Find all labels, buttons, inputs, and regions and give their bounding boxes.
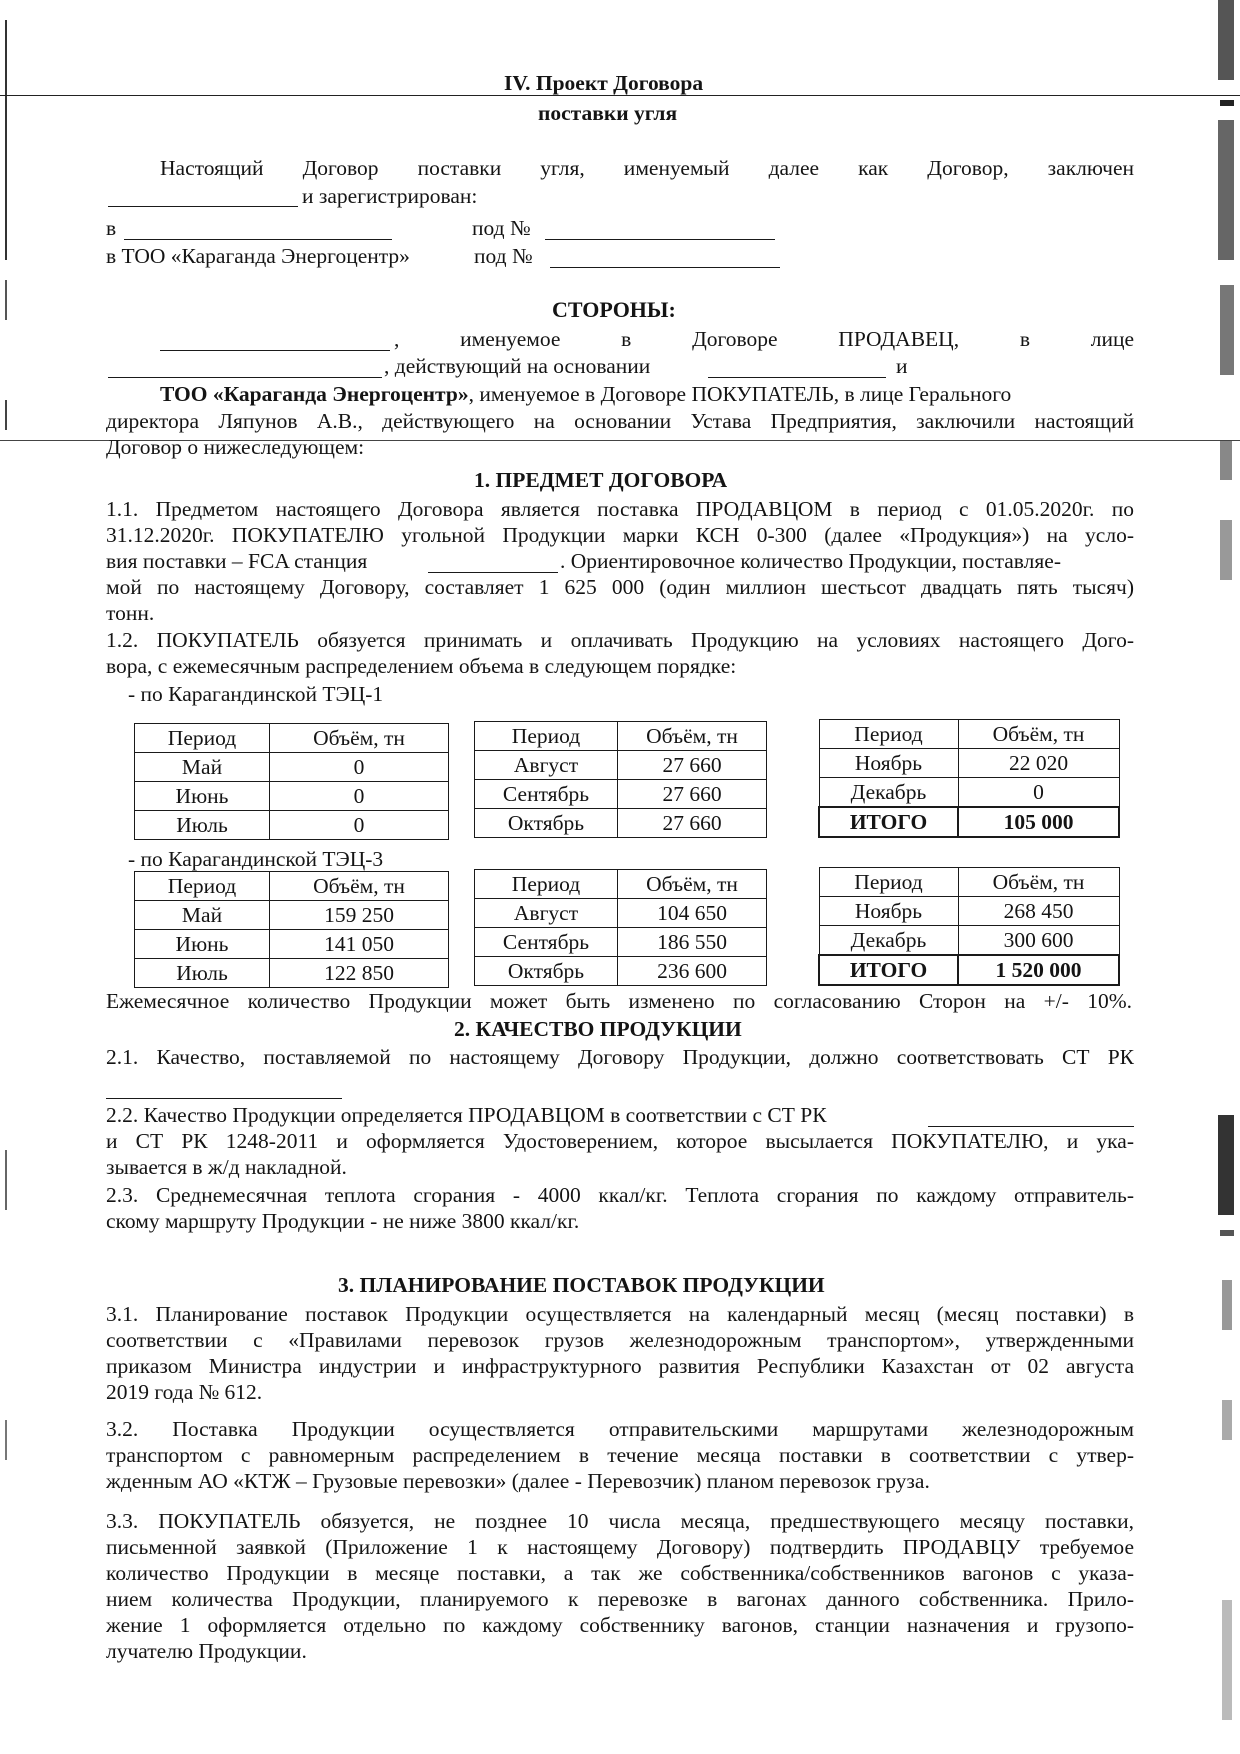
period-cell: Июль	[135, 811, 270, 840]
blank-seller-name	[160, 350, 390, 351]
volume-cell: 0	[270, 811, 449, 840]
tec1-label: - по Карагандинской ТЭЦ-1	[128, 682, 384, 706]
parties-heading: СТОРОНЫ:	[552, 297, 676, 322]
p11-line-3a: вия поставки – FCA станция	[106, 549, 368, 573]
document-title: IV. Проект Договора	[504, 71, 704, 95]
scan-edge-right	[1216, 0, 1238, 1754]
p11-line-1: 1.1. Предметом настоящего Договора является поставка ПРОДАВЦОМ в период с 01.05.2020г. по	[106, 497, 1134, 521]
p33-line-1: 3.3. ПОКУПАТЕЛЬ обязуется, не позднее 10 числа месяца, предшествующего месяцу поставки,	[106, 1509, 1134, 1533]
volume-cell: 186 550	[618, 928, 767, 957]
blank-seller-rep	[108, 377, 382, 378]
p31-line-2: соответствии с «Правилами перевозок грузов железнодорожным транспортом», утвержденными	[106, 1328, 1134, 1352]
p22-line-3: зывается в ж/д накладной.	[106, 1155, 347, 1179]
p11-line-2: 31.12.2020г. ПОКУПАТЕЛЮ угольной Продукции марки КСН 0-300 (далее «Продукция») на усло-	[106, 523, 1134, 547]
monthly-note: Ежемесячное количество Продукции может быть изменено по согласованию Сторон на +/- 10%.	[106, 989, 1132, 1013]
intro-line-1: Настоящий Договор поставки угля, именуемый далее как Договор, заключен	[160, 156, 1134, 180]
col-volume: Объём, тн	[618, 722, 767, 751]
p31-line-1: 3.1. Планирование поставок Продукции осуществляется на календарный месяц (месяц поставки) в	[106, 1302, 1134, 1326]
period-cell: Ноябрь	[819, 897, 958, 926]
reg-too-label: в ТОО «Караганда Энергоцентр»	[106, 244, 410, 268]
period-cell: Сентябрь	[475, 928, 618, 957]
blank-station	[428, 572, 558, 573]
tec3-table-2	[474, 869, 767, 986]
p12-line-2: вора, с ежемесячным распределением объема в следующем порядке:	[106, 654, 737, 678]
scan-edge-left	[2, 0, 12, 1754]
volume-cell: 0	[958, 778, 1119, 808]
seller-line-2: , действующий на основании	[384, 354, 651, 378]
intro-line-2: и зарегистрирован:	[302, 184, 478, 208]
p21: 2.1. Качество, поставляемой по настоящему Договору Продукции, должно соответствовать СТ РК	[106, 1045, 1134, 1069]
period-cell: Июнь	[135, 782, 270, 811]
p33-line-2: письменной заявкой (Приложение 1 к настоящему Договору) подтвердить ПРОДАВЦУ требуемое	[106, 1535, 1134, 1559]
p33-line-6: лучателю Продукции.	[106, 1639, 307, 1663]
p12-line-1: 1.2. ПОКУПАТЕЛЬ обязуется принимать и оплачивать Продукцию на условиях настоящего Дого-	[106, 628, 1134, 652]
total-label: ИТОГО	[819, 955, 958, 985]
p33-line-5: жение 1 оформляется отдельно по каждому собственнику вагонов, станции назначения и грузопо-	[106, 1613, 1134, 1637]
p32-line-1: 3.2. Поставка Продукции осуществляется отправительскими маршрутами железнодорожным	[106, 1417, 1134, 1441]
period-cell: Декабрь	[819, 778, 958, 808]
reg-v-label: в	[106, 216, 117, 240]
volume-cell: 300 600	[958, 926, 1119, 956]
total-value: 1 520 000	[958, 955, 1119, 985]
reg-pod-label-2: под №	[474, 244, 533, 268]
volume-cell: 104 650	[618, 899, 767, 928]
period-cell: Август	[475, 751, 618, 780]
volume-cell: 0	[270, 782, 449, 811]
col-period: Период	[135, 872, 270, 901]
document-subtitle: поставки угля	[538, 101, 678, 125]
col-volume: Объём, тн	[958, 868, 1119, 897]
p22-line-1: 2.2. Качество Продукции определяется ПРОДАВЦОМ в соответствии с СТ РК	[106, 1103, 827, 1127]
blank-standard-2	[928, 1126, 1134, 1127]
blank-reg-number-1	[545, 239, 775, 240]
section-1-heading: 1. ПРЕДМЕТ ДОГОВОРА	[474, 468, 728, 492]
col-period: Период	[475, 870, 618, 899]
p32-line-3: жденным АО «КТЖ – Грузовые перевозки» (далее - Перевозчик) планом перевозок груза.	[106, 1469, 930, 1493]
total-value: 105 000	[958, 807, 1119, 837]
period-cell: Декабрь	[819, 926, 958, 956]
tec3-label: - по Карагандинской ТЭЦ-3	[128, 847, 384, 871]
volume-cell: 141 050	[270, 930, 449, 959]
p31-line-4: 2019 года № 612.	[106, 1380, 263, 1404]
col-volume: Объём, тн	[958, 720, 1119, 749]
tec1-table-2	[474, 721, 767, 838]
reg-pod-label-1: под №	[472, 216, 531, 240]
volume-cell: 27 660	[618, 751, 767, 780]
section-3-heading: 3. ПЛАНИРОВАНИЕ ПОСТАВОК ПРОДУКЦИИ	[338, 1273, 825, 1297]
buyer-name: ТОО «Караганда Энергоцентр»	[160, 382, 469, 406]
p33-line-3: количество Продукции в месяце поставки, а так же собственника/собственников вагонов с указа-	[106, 1561, 1134, 1585]
blank-reg-number-2	[550, 267, 780, 268]
col-volume: Объём, тн	[270, 724, 449, 753]
blank-reg-place	[124, 239, 392, 240]
tec3-table-3	[818, 867, 1120, 986]
period-cell: Май	[135, 753, 270, 782]
volume-cell: 27 660	[618, 780, 767, 809]
period-cell: Май	[135, 901, 270, 930]
blank-seller-basis	[708, 377, 886, 378]
col-period: Период	[819, 868, 958, 897]
volume-cell: 122 850	[270, 959, 449, 988]
seller-and: и	[896, 354, 908, 378]
volume-cell: 22 020	[958, 749, 1119, 778]
p32-line-2: транспортом с равномерным распределением в течение месяца поставки в соответствии с утвер-	[106, 1443, 1134, 1467]
p33-line-4: нием количества Продукции, планируемого к перевозке в вагонах данного собственника. Прило-	[106, 1587, 1134, 1611]
volume-cell: 27 660	[618, 809, 767, 838]
period-cell: Июль	[135, 959, 270, 988]
total-label: ИТОГО	[819, 807, 958, 837]
seller-line-1: , именуемое в Договоре ПРОДАВЕЦ, в лице	[394, 327, 1134, 351]
col-volume: Объём, тн	[618, 870, 767, 899]
col-period: Период	[819, 720, 958, 749]
col-volume: Объём, тн	[270, 872, 449, 901]
tec1-table-3	[818, 719, 1120, 838]
section-2-heading: 2. КАЧЕСТВО ПРОДУКЦИИ	[454, 1017, 742, 1041]
period-cell: Октябрь	[475, 809, 618, 838]
col-period: Период	[135, 724, 270, 753]
p11-line-4: мой по настоящему Договору, составляет 1 625 000 (один миллион шестьсот двадцать пять тысяч)	[106, 575, 1134, 599]
period-cell: Ноябрь	[819, 749, 958, 778]
buyer-line-2: директора Ляпунов А.В., действующего на основании Устава Предприятия, заключили настоящий	[106, 409, 1134, 433]
volume-cell: 268 450	[958, 897, 1119, 926]
period-cell: Август	[475, 899, 618, 928]
p23-line-1: 2.3. Среднемесячная теплота сгорания - 4000 ккал/кг. Теплота сгорания по каждому отправитель-	[106, 1183, 1134, 1207]
volume-cell: 0	[270, 753, 449, 782]
blank-standard-1	[106, 1098, 342, 1099]
volume-cell: 236 600	[618, 957, 767, 986]
p31-line-3: приказом Министра индустрии и инфраструктурного развития Республики Казахстан от 02 августа	[106, 1354, 1134, 1378]
period-cell: Сентябрь	[475, 780, 618, 809]
buyer-line-3: Договор о нижеследующем:	[106, 435, 365, 459]
tec3-table-1	[134, 871, 449, 988]
period-cell: Октябрь	[475, 957, 618, 986]
p23-line-2: скому маршруту Продукции - не ниже 3800 ккал/кг.	[106, 1209, 580, 1233]
p22-line-2: и СТ РК 1248-2011 и оформляется Удостоверением, которое высылается ПОКУПАТЕЛЮ, и ука-	[106, 1129, 1134, 1153]
period-cell: Июнь	[135, 930, 270, 959]
p11-line-5: тонн.	[106, 601, 155, 625]
p11-line-3b: . Ориентировочное количество Продукции, поставляе-	[560, 549, 1061, 573]
buyer-line-1	[160, 381, 1011, 407]
tec1-table-1	[134, 723, 449, 840]
buyer-line-1-text: , именуемое в Договоре ПОКУПАТЕЛЬ, в лице Герального	[468, 382, 1012, 406]
volume-cell: 159 250	[270, 901, 449, 930]
blank-place	[108, 206, 298, 207]
col-period: Период	[475, 722, 618, 751]
